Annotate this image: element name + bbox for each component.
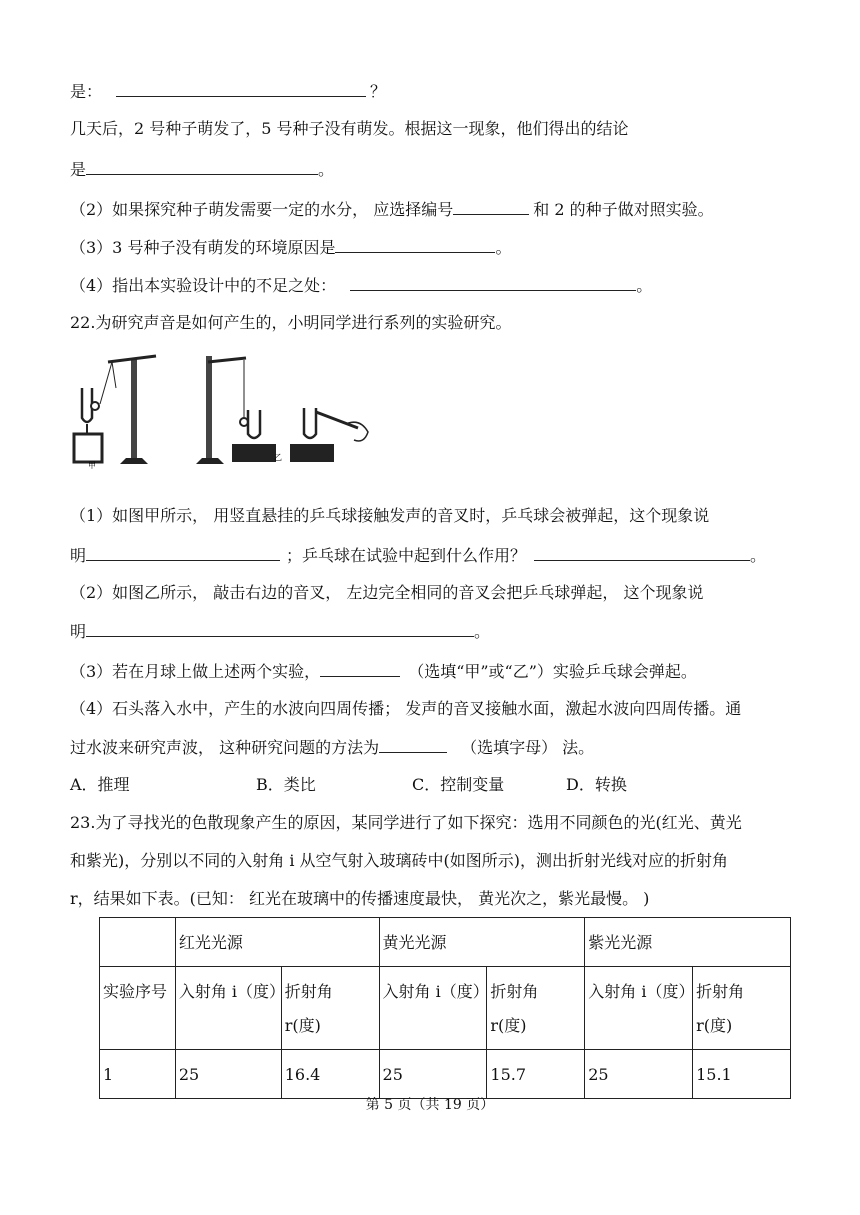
q22-title: 22.为研究声音是如何产生的，小明同学进行系列的实验研究。 [70,313,512,332]
q22-option-c[interactable]: C．控制变量 [412,775,505,794]
q21-p4-suffix: 。 [636,276,653,295]
q22-part-4-line-2 [70,736,594,759]
q22-option-d[interactable]: D．转换 [566,775,627,794]
q22-part-3 [70,660,697,683]
q21-p3-suffix: 。 [495,238,512,257]
answer-blank[interactable] [86,620,474,637]
q21-p2-suffix: 和 2 的种子做对照实验。 [533,200,714,219]
tuning-fork-figure [68,348,378,470]
q22-p4-suffix: （选填字母） 法。 [461,738,595,757]
answer-blank[interactable] [534,544,750,561]
col-r-unit: r(度) [696,1016,733,1035]
col-r-unit: r(度) [284,1016,321,1035]
table-cell: 15.7 [487,1050,585,1099]
q22-p2-prefix: 明 [70,622,87,641]
q21-part-4 [70,274,652,297]
q21-p4-prefix: （4）指出本实验设计中的不足之处： [70,276,337,295]
group-yellow-header: 黄光光源 [379,918,585,967]
figure-label-b: 乙 [274,453,282,462]
q21-part-3 [70,236,511,259]
answer-blank[interactable] [320,660,400,677]
col-r-unit: r(度) [490,1016,527,1035]
group-red-header: 红光光源 [175,918,379,967]
answer-blank[interactable] [335,236,495,253]
q21-line-3 [70,158,334,181]
table-cell: 16.4 [281,1050,379,1099]
col-purple-refraction-header [693,967,791,1050]
q21-p3-prefix: （3）3 号种子没有萌发的环境原因是 [70,238,336,257]
q22-p4-prefix: 过水波来研究声波， 这种研究问题的方法为 [70,738,380,757]
q22-p2-suffix: 。 [474,622,491,641]
q21-l3-suffix: 。 [318,160,335,179]
table-cell: 25 [585,1050,693,1099]
figure-a-apparatus [74,356,156,464]
figure-b-apparatus [196,356,368,464]
table-row [100,1050,791,1099]
group-purple-header: 紫光光源 [585,918,791,967]
col-purple-incidence-header: 入射角 i（度） [585,967,693,1050]
col-red-incidence-header: 入射角 i（度） [175,967,281,1050]
col-seq-header: 实验序号 [100,967,176,1050]
table-cell: 15.1 [693,1050,791,1099]
q22-part-1-line-2 [70,544,766,567]
q23-line-1: 23.为了寻找光的色散现象产生的原因，某同学进行了如下探究：选用不同颜色的光(红光、黄光 [70,813,742,832]
answer-blank[interactable] [86,544,280,561]
col-r-label: 折射角 [490,982,539,1001]
q22-part-2-line-1: （2）如图乙所示， 敲击右边的音叉， 左边完全相同的音叉会把乒乓球弹起， 这个现象说 [70,583,704,602]
answer-blank[interactable] [116,80,366,97]
table-cell: 25 [379,1050,487,1099]
q22-option-b[interactable]: B．类比 [256,775,316,794]
table-cell: 1 [100,1050,176,1099]
q22-part-1-line-1: （1）如图甲所示， 用竖直悬挂的乒乓球接触发声的音叉时，乒乓球会被弹起，这个现象说 [70,506,710,525]
figure-label-a: 甲 [88,461,96,470]
q22-p3-suffix: （选填“甲”或“乙”）实验乒乓球会弹起。 [408,662,697,681]
q21-line-1 [70,80,386,103]
q22-p1-suffix: 。 [750,546,767,565]
q22-p1-mid: ；乒乓球在试验中起到什么作用？ [286,546,527,565]
q23-line-2: 和紫光)，分别以不同的入射角 i 从空气射入玻璃砖中(如图所示)，测出折射光线对应的折射角 [70,851,729,870]
col-r-label: 折射角 [284,982,333,1001]
q21-part-2 [70,198,714,221]
table-corner-cell [100,918,176,967]
answer-blank[interactable] [350,274,636,291]
q22-part-4-line-1: （4）石头落入水中，产生的水波向四周传播； 发声的音叉接触水面，激起水波向四周传播。通 [70,699,742,718]
col-r-label: 折射角 [696,982,745,1001]
col-yellow-incidence-header: 入射角 i（度） [379,967,487,1050]
table-header-row [100,967,791,1050]
q23-line-3: r，结果如下表。(已知： 红光在玻璃中的传播速度最快， 黄光次之，紫光最慢。 ) [70,889,650,908]
col-red-refraction-header [281,967,379,1050]
answer-blank[interactable] [86,158,318,175]
q21-l3-prefix: 是 [70,160,87,179]
answer-blank[interactable] [453,198,529,215]
page-footer: 第 5 页（共 19 页） [365,1097,495,1113]
table-group-row [100,918,791,967]
q22-option-a[interactable]: A．推理 [70,775,130,794]
q21-line-2: 几天后，2 号种子萌发了，5 号种子没有萌发。根据这一现象，他们得出的结论 [70,119,629,138]
q21-p2-prefix: （2）如果探究种子萌发需要一定的水分， 应选择编号 [70,200,454,219]
q21-l1-prefix: 是： [70,82,103,101]
col-yellow-refraction-header [487,967,585,1050]
refraction-table [99,917,791,1099]
table-cell: 25 [175,1050,281,1099]
q22-part-2-line-2 [70,620,490,643]
q22-p1-prefix: 明 [70,546,87,565]
q22-p3-prefix: （3）若在月球上做上述两个实验， [70,662,321,681]
q21-l1-suffix: ？ [370,82,387,101]
answer-blank[interactable] [379,736,447,753]
